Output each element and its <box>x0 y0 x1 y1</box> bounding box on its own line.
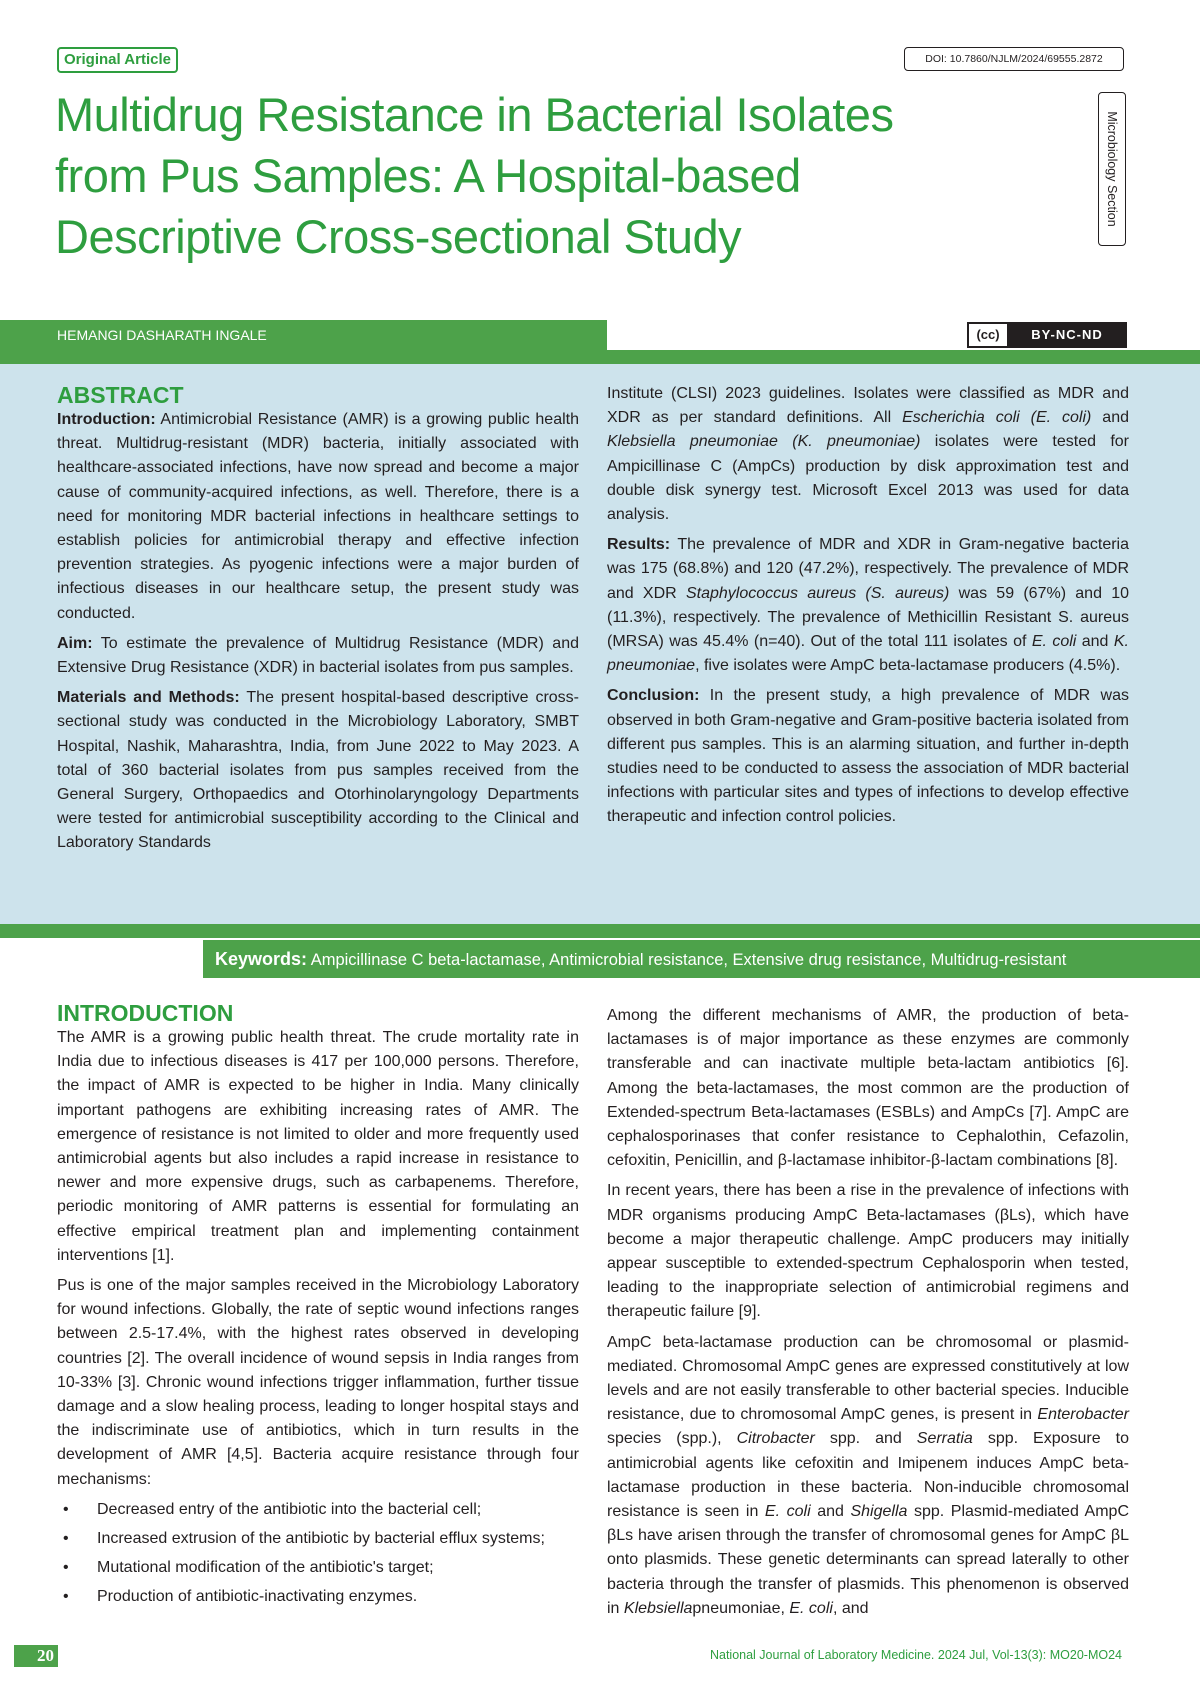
mechanism-list <box>57 1498 579 1610</box>
abstract-aim <box>57 632 579 680</box>
species-name: Shigella <box>850 1503 908 1521</box>
para-text: The present hospital-based descriptive cross-sectional study was conducted in the Microbiology Laboratory, SMBT Hospital, Nashik, Maharashtra, India, from June 2022 to May 2023. A total of 360 bacterial isolates from pus samples received from the General Surgery, Orthopaedics and Otorhinolaryngology Departments were tested for antimicrobial susceptibility according to the Clinical and Laboratory Standards <box>57 689 579 852</box>
para-text: spp. and <box>814 1430 917 1448</box>
para-text: Institute (CLSI) 2023 guidelines. Isolates were classified as MDR and XDR as per standard definitions. All <box>607 385 1129 427</box>
para-text: The prevalence of MDR and XDR in Gram-negative bacteria was 175 (68.8%) and 120 (47.2%), respectively. The prevalence of MDR and XDR <box>607 536 1129 602</box>
keywords-text: Ampicillinase C beta-lactamase, Antimicrobial resistance, Extensive drug resistance, Multidrug-resistant <box>307 951 1067 969</box>
para-text: In the present study, a high prevalence of MDR was observed in both Gram-negative and Gram-positive bacteria isolated from different pus samples. This is an alarming situation, and further in-depth studies need to be conducted to assess the association of MDR bacterial infections with particular sites and types of infections to develop effective therapeutic and infection control policies. <box>607 687 1129 826</box>
list-item: • Increased extrusion of the antibiotic by bacterial efflux systems; <box>57 1527 579 1551</box>
species-name: E. coli <box>789 1599 833 1617</box>
species-name: Staphylococcus aureus (S. aureus) <box>685 584 950 602</box>
doi-box[interactable]: DOI: 10.7860/NJLM/2024/69555.2872 <box>904 47 1124 71</box>
body-paragraph: Among the different mechanisms of AMR, the production of beta-lactamases is of major importance as these enzymes are commonly transferable and can inactivate multiple beta-lactam antibiotics [6]. Among the beta-lactamases, the most common are the production of Extended-spectrum Beta-lactamases (ESBLs) and AmpCs [7]. AmpC are cephalosporinases that confer resistance to Cephalothin, Cefazolin, cefoxitin, Penicillin, and β-lactamase inhibitor-β-lactam combinations [8]. <box>607 1007 1129 1170</box>
author-name: HEMANGI DASHARATH INGALE <box>57 327 267 343</box>
journal-citation: National Journal of Laboratory Medicine. 2024 Jul, Vol-13(3): MO20-MO24 <box>709 1648 1122 1662</box>
species-name: E. coli <box>1031 633 1077 651</box>
species-name: Klebsiella pneumoniae (K. pneumoniae) <box>607 433 921 451</box>
abstract-methods-continued <box>607 382 1129 527</box>
species-name: Citrobacter <box>736 1430 815 1448</box>
creative-commons-icon: (cc) <box>969 324 1009 346</box>
author-bar <box>0 320 607 350</box>
para-text: , and <box>832 1599 869 1617</box>
abstract-methods <box>57 686 579 855</box>
introduction-heading: INTRODUCTION <box>57 1000 234 1026</box>
para-label: Introduction: <box>57 411 156 428</box>
para-text: was 59 (67%) and 10 (11.3%), respectively. The prevalence of Methicillin Resistant S. aureus (MRSA) was 45.4% (n=40). Out of the total 111 isolates of <box>607 584 1130 651</box>
green-divider <box>0 350 1200 364</box>
body-paragraph <box>607 1331 1129 1621</box>
para-text: AmpC beta-lactamase production can be chromosomal or plasmid-mediated. Chromosomal AmpC genes are expressed constitutively at low levels and are not easily transferable to other bacterial species. Inducible resistance, due to chromosomal AmpC genes, is present in <box>607 1333 1129 1424</box>
list-item: • Mutational modification of the antibiotic's target; <box>57 1556 579 1580</box>
para-text: Antimicrobial Resistance (AMR) is a growing public health threat. Multidrug-resistant (MDR) bacteria, initially associated with healthcare-associated infections, have now spread and become a major cause of community-acquired infections, as well. Therefore, there is a need for monitoring MDR bacterial infections in healthcare settings to establish policies for antimicrobial therapy and effective infection prevention strategies. As pyogenic infections were a major burden of infectious diseases in our healthcare setup, the present study was conducted. <box>57 411 579 622</box>
section-tab <box>1098 92 1126 246</box>
body-right-column <box>607 1004 1129 1627</box>
abstract-heading: ABSTRACT <box>57 382 184 408</box>
para-label: Conclusion: <box>607 687 700 705</box>
para-text: and <box>1091 409 1130 427</box>
body-paragraph: In recent years, there has been a rise in the prevalence of infections with MDR organisms producing AmpC Beta-lactamases (βLs), which have become a major therapeutic challenge. AmpC producers may initially appear susceptible to extended-spectrum Cephalosporin when tested, leading to the inappropriate selection of antimicrobial regimens and therapeutic failure [9]. <box>607 1182 1129 1321</box>
para-label: Materials and Methods: <box>57 689 240 707</box>
para-text: , five isolates were AmpC beta-lactamase producers (4.5%). <box>695 657 1121 675</box>
title-line: Multidrug Resistance in Bacterial Isolates <box>55 88 894 141</box>
species-name: Enterobacter <box>1037 1406 1129 1424</box>
body-left-column <box>57 1000 579 1615</box>
para-text: and <box>810 1503 851 1521</box>
article-title <box>55 84 985 267</box>
license-badge[interactable] <box>967 322 1127 348</box>
article-type-badge: Original Article <box>57 47 178 73</box>
para-label: Results: <box>607 536 671 554</box>
body-paragraph: The AMR is a growing public health threat. The crude mortality rate in India due to infectious diseases is 417 per 100,000 persons. Therefore, the impact of AMR is expected to be higher in India. Many clinically important pathogens are exhibiting increasing rates of AMR. The emergence of resistance is not limited to older and more frequently used antimicrobial agents but also includes a rapid increase in resistance to newer and more expensive drugs, such as carbapenems. Therefore, periodic monitoring of AMR patterns is essential for formulating an effective empirical treatment plan and implementing containment interventions [1]. <box>57 1029 579 1264</box>
license-text: BY-NC-ND <box>1009 324 1125 346</box>
para-text: isolates were tested for Ampicillinase C (AmpCs) production by disk approximation test and double disk synergy test. Microsoft Excel 2013 was used for data analysis. <box>607 433 1130 524</box>
species-name: Klebsiella <box>623 1599 693 1617</box>
list-item: • Production of antibiotic-inactivating enzymes. <box>57 1585 579 1609</box>
para-text: spp. Plasmid-mediated AmpC βLs have arisen through the transfer of chromosomal genes for AmpC βL onto plasmids. These genetic determinants can spread laterally to other bacteria through the transfer of plasmids. This phenomenon is observed in <box>607 1503 1129 1617</box>
species-name: E. coli <box>764 1503 811 1521</box>
title-line: from Pus Samples: A Hospital-based <box>55 149 801 202</box>
para-text: species (spp.), <box>607 1430 737 1448</box>
body-paragraph: Pus is one of the major samples received in the Microbiology Laboratory for wound infections. Globally, the rate of septic wound infections ranges between 2.5-17.4%, with the highest rates observed in developing countries [2]. The overall incidence of wound sepsis in India ranges from 10-33% [3]. Chronic wound infections trigger inflammation, further tissue damage and a slow healing process, leading to longer hospital stays and the indiscriminate use of antibiotics, which in turn results in the development of AMR [4,5]. Bacteria acquire resistance through four mechanisms: <box>57 1277 579 1488</box>
para-text: pneumoniae, <box>692 1599 790 1617</box>
abstract-right-column <box>607 382 1129 836</box>
keywords-bar <box>203 940 1200 978</box>
para-text: spp. Exposure to antimicrobial agents like cefoxitin and Imipenem induces AmpC beta-lactamase production in these bacteria. Non-inducible chromosomal resistance is seen in <box>607 1430 1129 1521</box>
para-text: and <box>1076 633 1114 651</box>
title-line: Descriptive Cross-sectional Study <box>55 210 742 263</box>
species-name: K. pneumoniae <box>607 633 1129 675</box>
abstract-introduction <box>57 408 579 626</box>
keywords-label: Keywords: <box>215 949 308 969</box>
species-name: Serratia <box>916 1430 973 1448</box>
para-text: To estimate the prevalence of Multidrug Resistance (MDR) and Extensive Drug Resistance (XDR) in bacterial isolates from pus samples. <box>57 634 579 677</box>
abstract-results <box>607 533 1129 678</box>
species-name: Escherichia coli (E. coli) <box>902 409 1092 427</box>
section-label: Microbiology Section <box>1105 111 1119 227</box>
para-label: Aim: <box>57 634 93 652</box>
list-item: • Decreased entry of the antibiotic into the bacterial cell; <box>57 1498 579 1522</box>
page-number: 20 <box>14 1645 58 1667</box>
green-divider <box>0 924 1200 938</box>
abstract-conclusion <box>607 684 1129 829</box>
abstract-left-column <box>57 382 579 862</box>
